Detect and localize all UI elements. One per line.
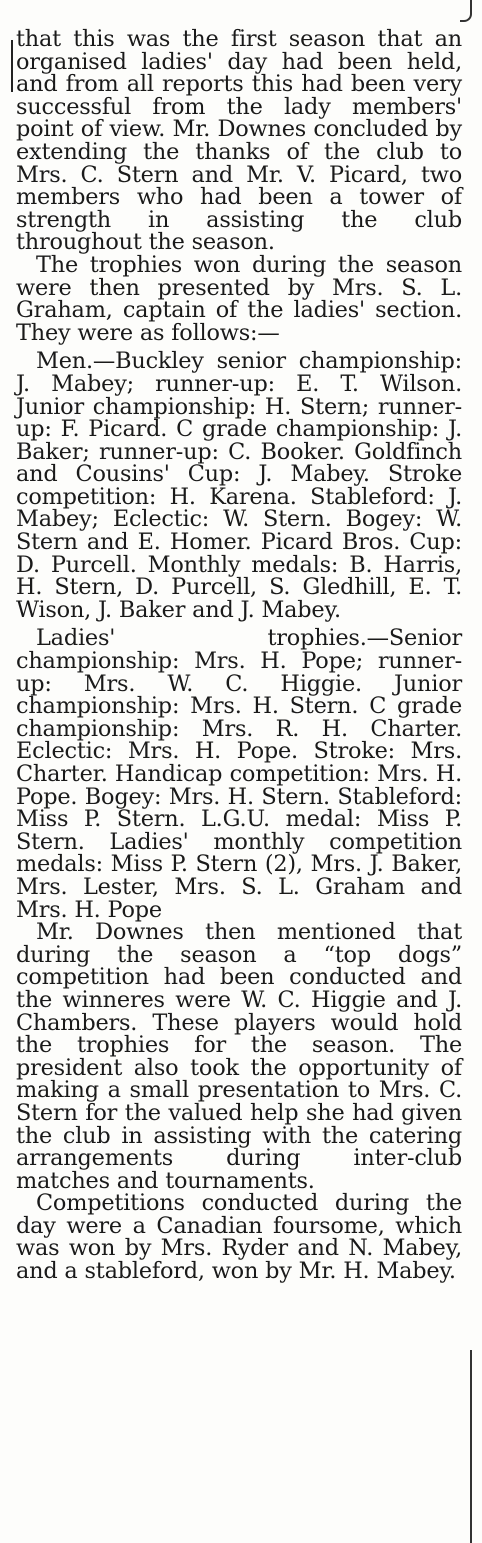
column-left-rule — [11, 40, 13, 92]
article-column — [16, 28, 462, 1283]
paragraph-closing-remarks: that this was the first season that an organised ladies' day had been held, and from all reports this had been very successful from the lady members' point of view. Mr. Downes concluded by extending the thanks of the club to Mrs. C. Stern and Mr. V. Picard, two members who had been a tower of strength in assisting the club throughout the season. — [16, 26, 462, 256]
paragraph-trophy-presentation: The trophies won during the season were then presented by Mrs. S. L. Graham, captain of the ladies' section. They were as follows:— — [16, 251, 462, 346]
paragraph-men-trophies: Men.—Buckley senior championship: J. Mabey; runner-up: E. T. Wilson. Junior championship: H. Stern; runner-up: F. Picard. C grade championship: J. Baker; runner-up: C. Booker. Goldfinch and Cousins' Cup: J. Mabey. Stroke competition: H. Karena. Stableford: J. Mabey; Eclectic: W. Stern. Bogey: W. Stern and E. Homer. Picard Bros. Cup: D. Purcell. Monthly medals: B. Harris, H. Stern, D. Purcell, S. Gledhill, E. T. Wison, J. Baker and J. Mabey. — [16, 348, 462, 623]
paragraph-ladies-trophies: Ladies' trophies.—Senior championship: Mrs. H. Pope; runner-up: Mrs. W. C. Higgie. Junior championship: Mrs. H. Stern. C grade championship: Mrs. R. H. Charter. Eclectic: Mrs. H. Pope. Stroke: Mrs. Charter. Handicap competition: Mrs. H. Pope. Bogey: Mrs. H. Stern. Stableford: Miss P. Stern. L.G.U. medal: Miss P. Stern. Ladies' monthly competition medals: Miss P. Stern (2), Mrs. J. Baker, Mrs. Lester, Mrs. S. L. Graham and Mrs. H. Pope — [16, 625, 462, 923]
paragraph-top-dogs: Mr. Downes then mentioned that during the season a “top dogs” competition had been conducted and the winneres were W. C. Higgie and J. Chambers. These players would hold the trophies for the season. The president also took the opportunity of making a small presentation to Mrs. C. Stern for the valued help she had given the club in assisting with the catering arrangements during inter-club matches and tournaments. — [16, 919, 462, 1194]
column-corner-rule — [460, 0, 472, 22]
column-right-rule — [470, 1350, 472, 1543]
paragraph-day-competitions: Competitions conducted during the day were a Canadian foursome, which was won by Mrs. Ryder and N. Mabey, and a stableford, won by Mr. H. Mabey. — [16, 1190, 462, 1285]
